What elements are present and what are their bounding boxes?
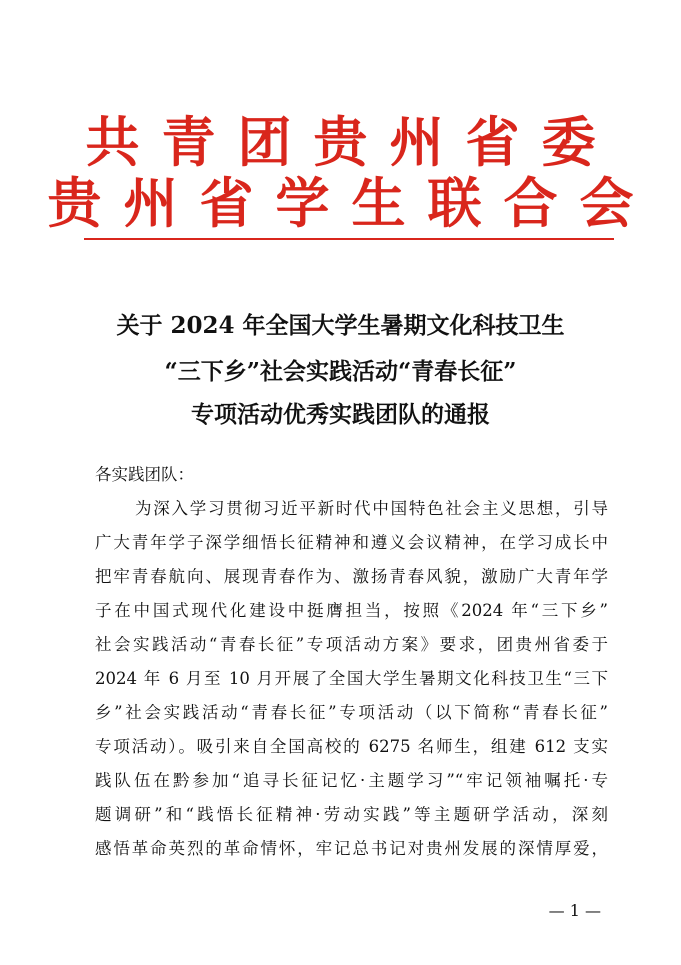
letterhead-org-line-1: 共青团贵州省委	[85, 110, 618, 174]
body-paragraph-line: 感悟革命英烈的革命情怀，牢记总书记对贵州发展的深情厚爱，	[95, 839, 608, 858]
document-title-line-1: 关于 2024 年全国大学生暑期文化科技卫生	[116, 312, 565, 339]
body-paragraph-line: 广大青年学子深学细悟长征精神和遵义会议精神，在学习成长中	[95, 533, 608, 552]
letterhead-red-rule	[84, 238, 614, 240]
body-paragraph-line: 专项活动）。吸引来自全国高校的 6275 名师生，组建 612 支实	[95, 737, 608, 756]
salutation: 各实践团队：	[95, 465, 194, 484]
body-paragraph-line: 2024 年 6 月至 10 月开展了全国大学生暑期文化科技卫生“三下	[95, 669, 608, 688]
letterhead-org-line-2: 贵州省学生联合会	[47, 171, 656, 235]
document-title-line-3: 专项活动优秀实践团队的通报	[191, 401, 490, 428]
document-title-line-2: “三下乡”社会实践活动“青春长征”	[164, 358, 517, 385]
body-paragraph-line: 把牢青春航向、展现青春作为、激扬青春风貌，激励广大青年学	[95, 567, 608, 586]
body-paragraph-line: 社会实践活动“青春长征”专项活动方案》要求，团贵州省委于	[95, 635, 608, 654]
page-number: — 1 —	[548, 901, 601, 920]
body-paragraph-line: 乡”社会实践活动“青春长征”专项活动（以下简称“青春长征”	[95, 703, 608, 722]
body-paragraph-line: 题调研”和“践悟长征精神·劳动实践”等主题研学活动，深刻	[95, 805, 608, 824]
body-paragraph-line: 子在中国式现代化建设中挺膺担当，按照《2024 年“三下乡”	[95, 601, 608, 620]
body-paragraph-line: 为深入学习贯彻习近平新时代中国特色社会主义思想，引导	[135, 499, 608, 518]
body-paragraph-line: 践队伍在黔参加“追寻长征记忆·主题学习”“牢记领袖嘱托·专	[95, 771, 608, 790]
